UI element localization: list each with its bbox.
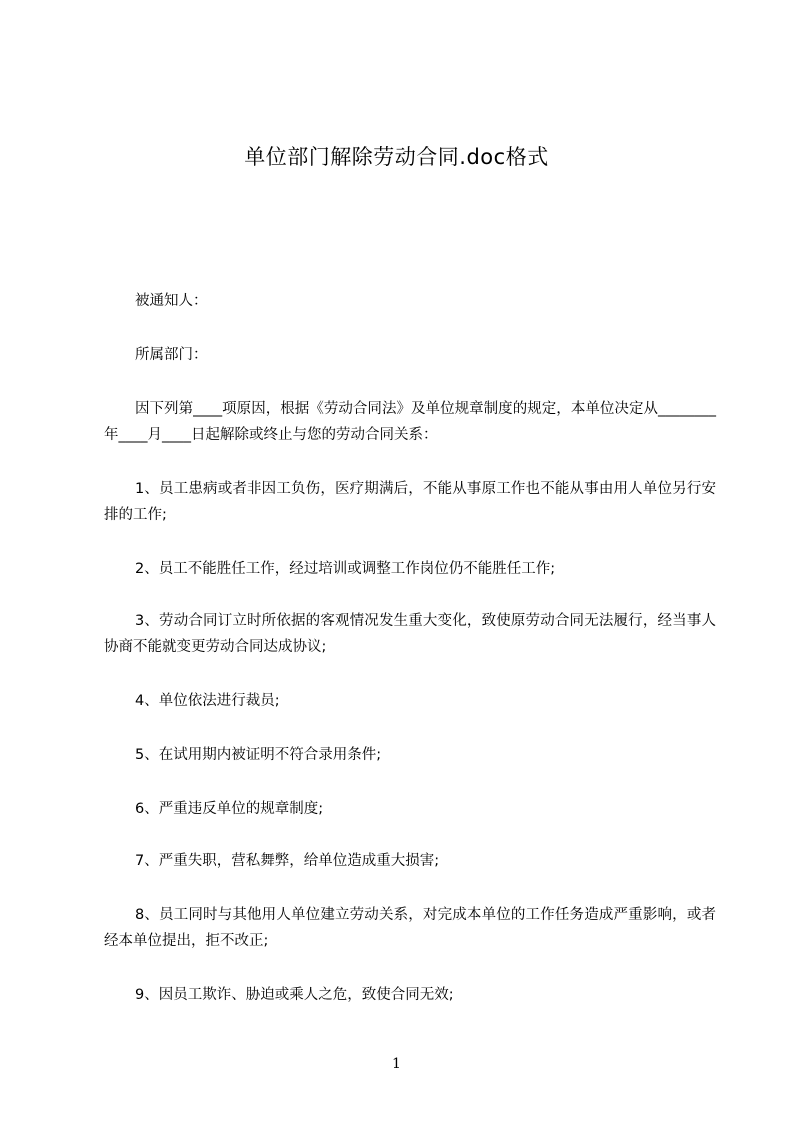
reason-item-4: 4、单位依法进行裁员; — [135, 693, 280, 709]
reason-item-3: 3、劳动合同订立时所依据的客观情况发生重大变化，致使原劳动合同无法履行，经当事人协商不能就变更劳动合同达成协议; — [104, 613, 716, 655]
recipient-line: 被通知人： — [135, 293, 208, 309]
termination-intro: 因下列第____项原因，根据《劳动合同法》及单位规章制度的规定，本单位决定从________年____月____日起解除或终止与您的劳动合同关系： — [104, 401, 716, 443]
reason-item-5: 5、在试用期内被证明不符合录用条件; — [135, 747, 382, 763]
document-title: 单位部门解除劳动合同.doc格式 — [244, 145, 549, 169]
reason-item-1: 1、员工患病或者非因工负伤，医疗期满后，不能从事原工作也不能从事由用人单位另行安排的工作; — [104, 481, 716, 523]
reason-item-6: 6、严重违反单位的规章制度; — [135, 801, 324, 817]
department-line: 所属部门： — [135, 347, 208, 363]
reason-item-2: 2、员工不能胜任工作，经过培训或调整工作岗位仍不能胜任工作; — [135, 561, 556, 577]
page-number: 1 — [392, 1056, 401, 1072]
reason-item-9: 9、因员工欺诈、胁迫或乘人之危，致使合同无效; — [135, 987, 454, 1003]
reason-item-8: 8、员工同时与其他用人单位建立劳动关系，对完成本单位的工作任务造成严重影响，或者经本单位提出，拒不改正; — [104, 907, 716, 949]
reason-item-7: 7、严重失职，营私舞弊，给单位造成重大损害; — [135, 853, 440, 869]
